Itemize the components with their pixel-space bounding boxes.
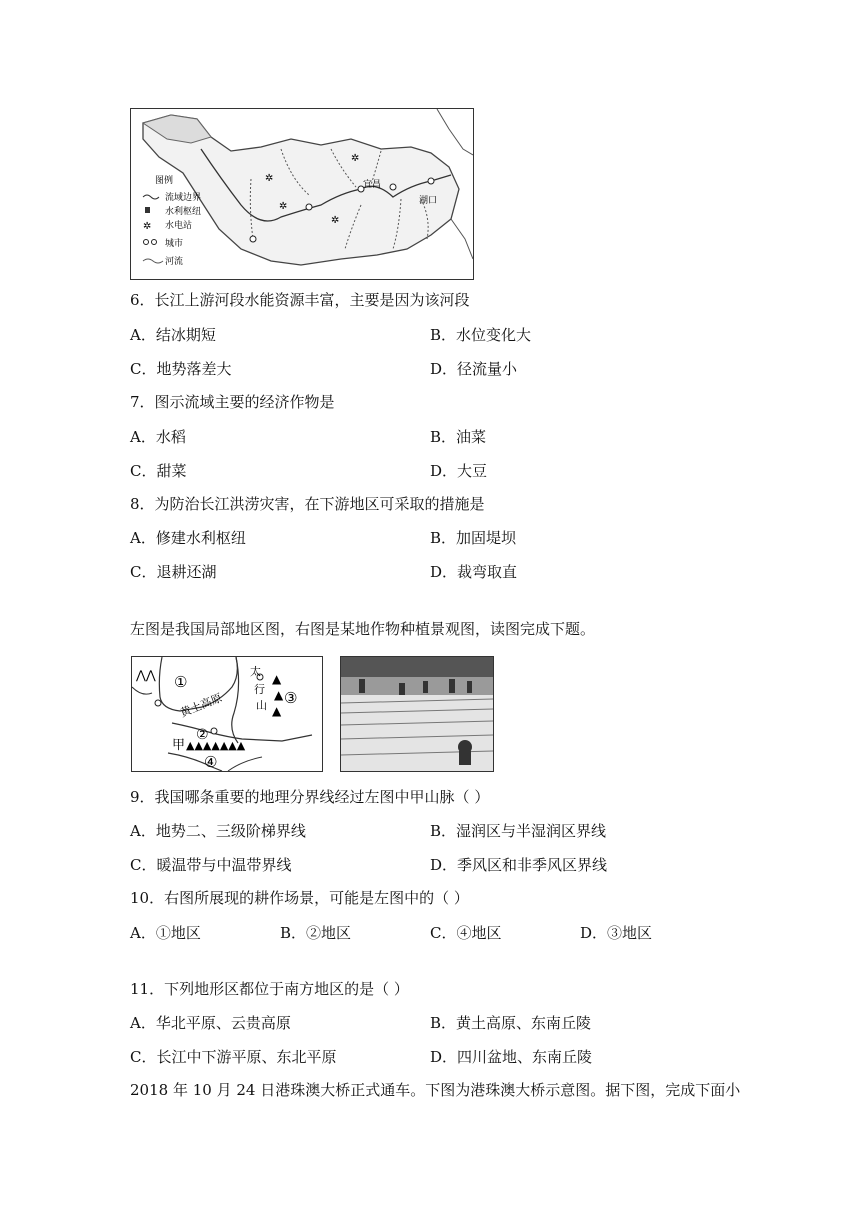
- q10-stem: 10．右图所展现的耕作场景，可能是左图中的（ ）: [130, 889, 469, 907]
- region-label-2: ②: [196, 727, 209, 743]
- q11-option-d: D．四川盆地、东南丘陵: [430, 1048, 593, 1066]
- map1-legend-basin-boundary: 流域边界: [165, 193, 202, 203]
- section-intro-bridge: 2018 年 10 月 24 日港珠澳大桥正式通车。下图为港珠澳大桥示意图。据下图，完成下面小: [130, 1081, 741, 1099]
- q7-option-b: B．油菜: [430, 428, 487, 446]
- q11-option-b: B．黄土高原、东南丘陵: [430, 1014, 592, 1032]
- q6-option-b: B．水位变化大: [430, 326, 532, 344]
- q10-option-a: A．①地区: [130, 924, 201, 942]
- svg-text:✲: ✲: [331, 215, 340, 226]
- q9-option-a: A．地势二、三级阶梯界线: [130, 822, 306, 840]
- section-intro-maps: 左图是我国局部地区图，右图是某地作物种植景观图，读图完成下题。: [130, 620, 596, 638]
- svg-text:✲: ✲: [351, 153, 360, 164]
- q6-option-d: D．径流量小: [430, 360, 518, 378]
- svg-text:✲: ✲: [143, 221, 152, 232]
- rice-planting-photo: [340, 656, 494, 772]
- q11-option-c: C．长江中下游平原、东北平原: [130, 1048, 337, 1066]
- q9-option-d: D．季风区和非季风区界线: [430, 856, 608, 874]
- regional-map: [131, 656, 323, 772]
- region-label-4: ④: [204, 753, 218, 771]
- taihang-label-2: 行: [254, 683, 265, 696]
- svg-text:✲: ✲: [265, 173, 274, 184]
- region-label-3: ③: [284, 689, 298, 707]
- q7-option-d: D．大豆: [430, 462, 488, 480]
- map1-legend-hydro-station: 水电站: [165, 221, 193, 231]
- q11-option-a: A．华北平原、云贵高原: [130, 1014, 291, 1032]
- q6-stem: 6．长江上游河段水能资源丰富，主要是因为该河段: [130, 291, 470, 309]
- svg-text:⋀⋀: ⋀⋀: [136, 668, 156, 682]
- loess-plateau-label: 黄土高原: [178, 691, 224, 720]
- map1-legend-water-hub: 水利枢纽: [165, 207, 202, 217]
- svg-text:✲: ✲: [279, 201, 288, 212]
- yangtze-basin-map: [130, 108, 474, 280]
- q6-option-a: A．结冰期短: [130, 326, 216, 344]
- q6-option-c: C．地势落差大: [130, 360, 232, 378]
- svg-text:▲: ▲: [272, 672, 282, 686]
- q7-stem: 7．图示流域主要的经济作物是: [130, 393, 335, 411]
- q9-option-b: B．湿润区与半湿润区界线: [430, 822, 607, 840]
- q10-option-b: B．②地区: [280, 924, 352, 942]
- q10-option-c: C．④地区: [430, 924, 502, 942]
- q8-option-c: C．退耕还湖: [130, 563, 217, 581]
- map1-label-hukou: 湖口: [419, 196, 438, 206]
- q11-stem: 11．下列地形区都位于南方地区的是（ ）: [130, 980, 409, 998]
- mountain-jia-label: 甲: [172, 738, 186, 753]
- q8-stem: 8．为防治长江洪涝灾害，在下游地区可采取的措施是: [130, 495, 485, 513]
- svg-text:▲: ▲: [272, 704, 282, 718]
- map1-label-yichang: 宜昌: [363, 180, 382, 190]
- taihang-label-1: 太: [250, 665, 261, 678]
- q7-option-a: A．水稻: [130, 428, 186, 446]
- map1-legend-title: 图例: [155, 176, 174, 186]
- q7-option-c: C．甜菜: [130, 462, 187, 480]
- q9-stem: 9．我国哪条重要的地理分界线经过左图中甲山脉（ ）: [130, 788, 490, 806]
- q8-option-b: B．加固堤坝: [430, 529, 517, 547]
- svg-text:▲▲▲▲▲▲▲: ▲▲▲▲▲▲▲: [186, 739, 246, 752]
- region-label-1: ①: [174, 673, 188, 691]
- taihang-label-3: 山: [256, 699, 267, 712]
- q8-option-a: A．修建水利枢纽: [130, 529, 246, 547]
- q10-option-d: D．③地区: [580, 924, 653, 942]
- map1-legend-river: 河流: [165, 257, 184, 267]
- svg-text:▲: ▲: [274, 688, 284, 702]
- q8-option-d: D．裁弯取直: [430, 563, 518, 581]
- q9-option-c: C．暖温带与中温带界线: [130, 856, 292, 874]
- map1-legend-city: 城市: [165, 239, 184, 249]
